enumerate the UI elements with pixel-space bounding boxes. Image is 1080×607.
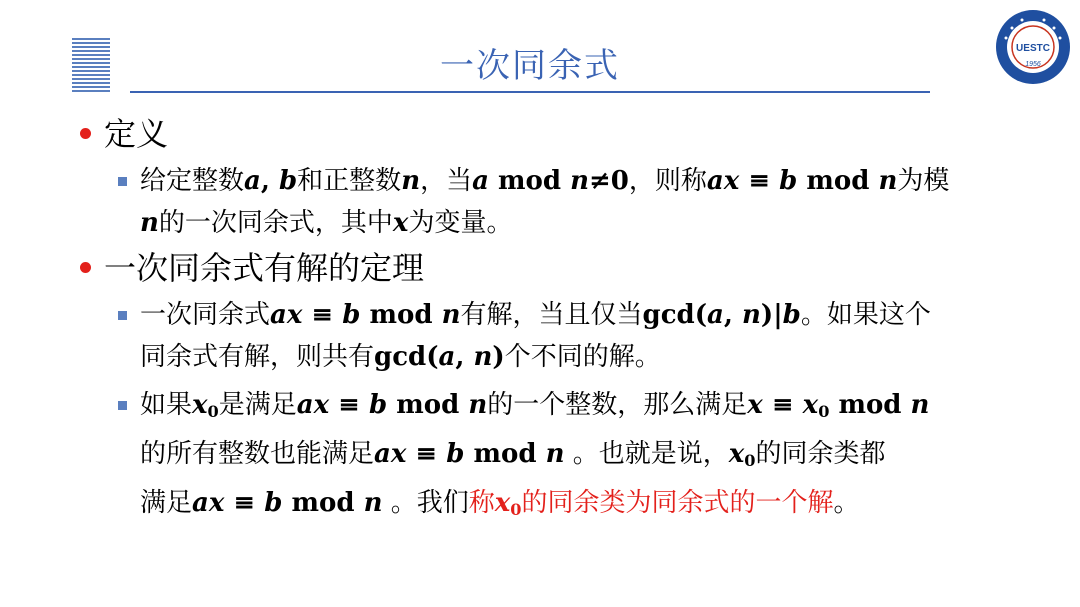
heading-definition: 定义 bbox=[104, 115, 169, 153]
highlighted-phrase: 称$x_0$的同余类为同余式的一个解 bbox=[468, 488, 834, 520]
decorative-bars bbox=[72, 38, 110, 94]
slide-title: 一次同余式 bbox=[440, 46, 620, 86]
svg-text:UESTC: UESTC bbox=[1016, 43, 1050, 54]
solution-text: 如果$x_0$是满足ax ≡ b mod n的一个整数，那么满足$x \equiv x_0$ mod n 的所有整数也能满足ax ≡ b mod n 。也就是说，$x_0$的同余类都 满足ax ≡ b mod n 。我们称$x_0$的同余类为同余式的一个解。 bbox=[78, 384, 1020, 531]
theorem-text: 一次同余式ax ≡ b mod n有解，当且仅当gcd(a, n)|b。如果这个 同余式有解，则共有gcd(a, n)个不同的解。 bbox=[78, 294, 1020, 378]
bullet-theorem bbox=[78, 248, 1020, 288]
slide-content bbox=[78, 110, 1020, 531]
square-bullet-icon bbox=[118, 401, 127, 410]
square-bullet-icon bbox=[118, 311, 127, 320]
bullet-definition bbox=[78, 114, 1020, 154]
title-underline bbox=[130, 91, 930, 93]
red-bullet-icon bbox=[80, 262, 91, 273]
university-logo-icon bbox=[994, 8, 1072, 86]
definition-text: 给定整数a, b和正整数n，当a mod n≠0，则称ax ≡ b mod n为模 n的一次同余式，其中x为变量。 bbox=[78, 160, 1020, 244]
red-bullet-icon bbox=[80, 128, 91, 139]
heading-theorem: 一次同余式有解的定理 bbox=[104, 249, 425, 287]
svg-text:1956: 1956 bbox=[1025, 61, 1041, 68]
square-bullet-icon bbox=[118, 177, 127, 186]
